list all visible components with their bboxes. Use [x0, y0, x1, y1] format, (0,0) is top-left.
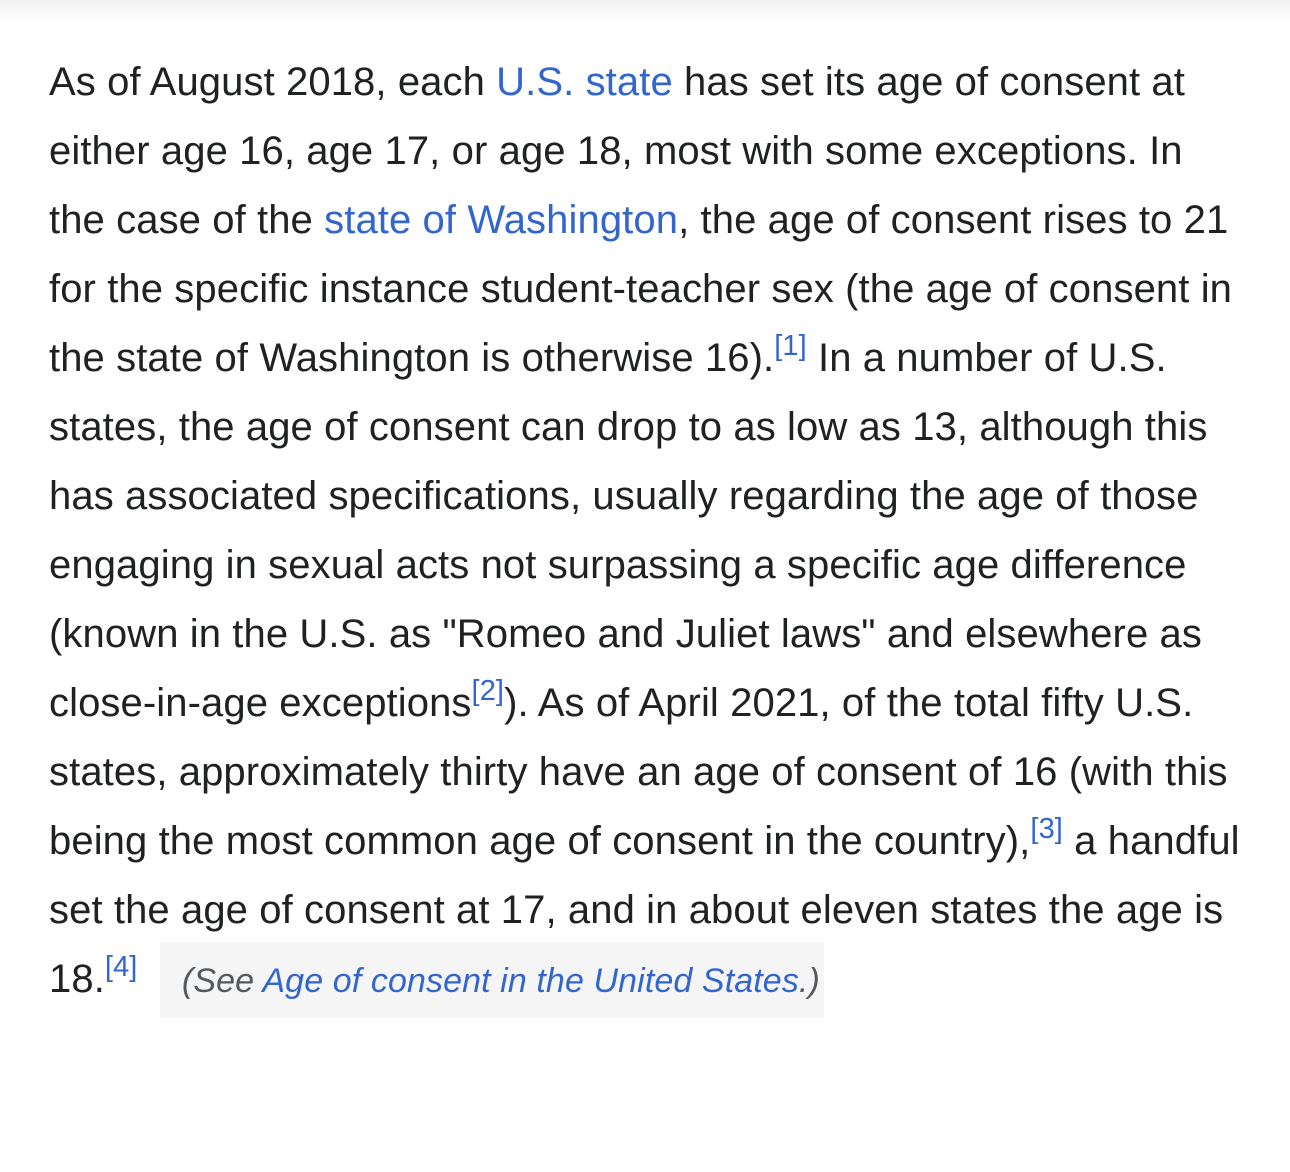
paragraph	[49, 48, 1249, 1016]
text-segment: ). As of April 2021, of the total fifty U.S. states, approximately thirty have an age of consent of 16 (with this being the most common age of consent in the country),	[49, 681, 1228, 863]
citation-1	[774, 330, 807, 362]
link-us-state[interactable]: U.S. state	[496, 60, 673, 104]
citation-3	[1030, 813, 1063, 845]
text-segment: As of August 2018, each	[49, 60, 497, 104]
citation-4	[105, 951, 138, 983]
text-segment: a handful set the age of consent at 17, and in about eleven states the age is 18.	[49, 819, 1240, 1001]
citation-2	[472, 675, 505, 707]
see-also-hatnote	[160, 942, 824, 1018]
citation-link-2[interactable]: [2]	[471, 674, 505, 707]
top-shade	[0, 0, 1290, 22]
text-segment: , the age of consent rises to 21 for the specific instance student-teacher sex (the age of consent in the state of Washington is otherwise 16).	[49, 198, 1233, 380]
article-body	[49, 48, 1249, 1016]
text-segment: has set its age of consent at either age 16, age 17, or age 18, most with some exceptions. In the case of the	[49, 60, 1185, 242]
citation-link-1[interactable]: [1]	[774, 329, 807, 362]
link-state-of-washington[interactable]: state of Washington	[324, 198, 679, 242]
citation-link-4[interactable]: [4]	[104, 950, 138, 983]
text-segment: In a number of U.S. states, the age of consent can drop to as low as 13, although this has associated specifications, usually regarding the age of those engaging in sexual acts not surpassing a specific age difference (known in the U.S. as "Romeo and Juliet laws" and elsewhere as close-in-age exceptions	[49, 336, 1208, 725]
citation-link-3[interactable]: [3]	[1030, 812, 1063, 845]
link-age-of-consent-us[interactable]: Age of consent in the United States	[262, 962, 799, 1000]
hatnote-suffix: .)	[798, 962, 820, 1000]
hatnote-prefix: (See	[181, 962, 263, 1000]
